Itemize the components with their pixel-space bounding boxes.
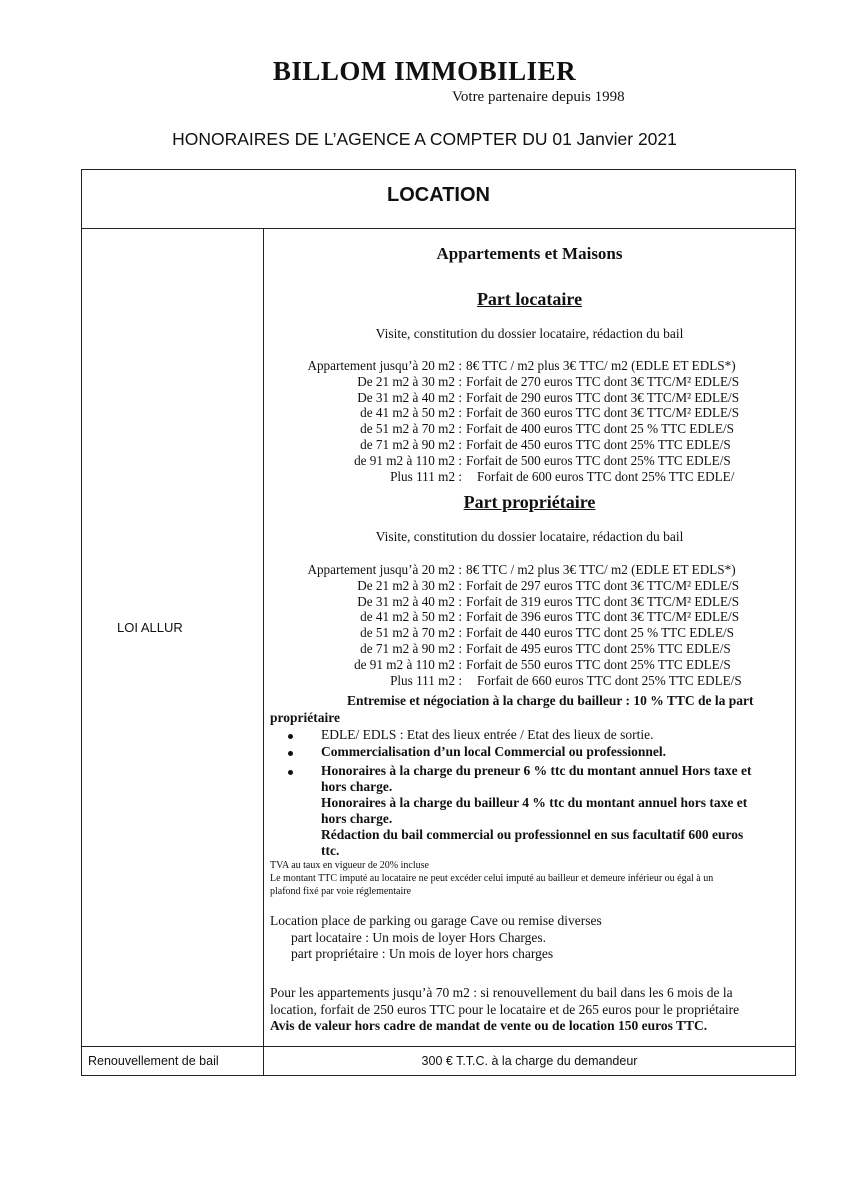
parking-owner: part propriétaire : Un mois de loyer hors charges [291,946,554,961]
fee-size-range: de 91 m2 à 110 m2 : [354,656,462,672]
fee-amount: Forfait de 550 euros TTC dont 25% TTC EDLE/S [466,656,731,672]
owner-commercial-fee: Honoraires à la charge du bailleur 4 % ttc du montant annuel hors taxe et [321,795,748,810]
fee-amount: Forfait de 297 euros TTC dont 3€ TTC/M² EDLE/S [466,577,740,593]
fee-amount: 8€ TTC / m2 plus 3€ TTC/ m2 (EDLE ET EDLS*) [466,562,736,577]
fee-size-range: Appartement jusqu’à 20 m2 : [307,562,462,577]
fee-amount: Forfait de 440 euros TTC dont 25 % TTC EDLE/S [466,625,734,641]
section-title: Appartements et Maisons [436,244,623,263]
fee-amount: Forfait de 450 euros TTC dont 25% TTC EDLE/S [466,437,731,452]
law-label: LOI ALLUR [117,620,183,635]
renewal-label: Renouvellement de bail [88,1054,219,1068]
fee-size-range: De 31 m2 à 40 m2 : [357,593,462,609]
location-title: LOCATION [387,184,490,206]
table-divider [82,1046,795,1047]
fee-amount: 8€ TTC / m2 plus 3€ TTC/ m2 (EDLE ET EDLS*) [466,358,736,373]
fee-size-range: Appartement jusqu’à 20 m2 : [307,358,462,373]
owner-part-title: Part propriétaire [463,492,596,512]
fee-size-range: Plus 111 m2 : [390,672,462,688]
tenant-commercial-fee: Honoraires à la charge du preneur 6 % ttc du montant annuel Hors taxe et [321,763,752,778]
column-divider [263,228,264,1076]
parking-title: Location place de parking ou garage Cave ou remise diverses [270,913,602,928]
fee-amount: Forfait de 660 euros TTC dont 25% TTC EDLE/S [477,672,742,688]
fee-size-range: De 21 m2 à 30 m2 : [357,577,462,593]
owner-intro: Visite, constitution du dossier locataire, rédaction du bail [375,529,684,544]
fee-amount: Forfait de 396 euros TTC dont 3€ TTC/M² EDLE/S [466,609,740,625]
fee-amount: Forfait de 400 euros TTC dont 25 % TTC EDLE/S [466,421,734,437]
commercial-lease-drafting: Rédaction du bail commercial ou professionnel en sus facultatif 600 euros [321,827,744,842]
fee-size-range: de 71 m2 à 90 m2 : [360,437,462,452]
fee-size-range: de 41 m2 à 50 m2 : [360,609,462,625]
bullet-commercial: Commercialisation d’un local Commercial ou professionnel. [321,744,666,759]
agency-tagline: Votre partenaire depuis 1998 [452,89,625,105]
fee-amount: Forfait de 495 euros TTC dont 25% TTC EDLE/S [466,641,731,656]
mediation-fee-cont: propriétaire [270,710,340,725]
early-renewal-cont: location, forfait de 250 euros TTC pour le locataire et de 265 euros pour le propriétaire [270,1002,740,1017]
mediation-fee: Entremise et négociation à la charge du bailleur : 10 % TTC de la part [347,693,754,708]
agency-name: BILLOM IMMOBILIER [272,56,577,86]
fee-size-range: De 21 m2 à 30 m2 : [357,373,462,389]
fee-size-range: de 51 m2 à 70 m2 : [360,421,462,437]
vat-note: TVA au taux en vigueur de 20% incluse [270,860,429,871]
bullet-icon [288,751,293,756]
fee-amount: Forfait de 290 euros TTC dont 3€ TTC/M² EDLE/S [466,389,740,405]
tenant-commercial-fee-cont: hors charge. [321,779,393,794]
table-divider [82,228,795,229]
document-subject: HONORAIRES DE L’AGENCE A COMPTER DU 01 Janvier 2021 [172,129,677,149]
fee-amount: Forfait de 600 euros TTC dont 25% TTC EDLE/ [477,468,735,484]
fee-size-range: De 31 m2 à 40 m2 : [357,389,462,405]
bullet-edle: EDLE/ EDLS : Etat des lieux entrée / Etat des lieux de sortie. [321,727,654,742]
renewal-value: 300 € T.T.C. à la charge du demandeur [421,1054,638,1068]
owner-commercial-fee-cont: hors charge. [321,811,393,826]
fee-size-range: de 41 m2 à 50 m2 : [360,405,462,421]
bullet-icon [288,734,293,739]
fee-size-range: de 51 m2 à 70 m2 : [360,625,462,641]
valuation-fee: Avis de valeur hors cadre de mandat de vente ou de location 150 euros TTC. [270,1018,708,1033]
fee-size-range: de 91 m2 à 110 m2 : [354,452,462,468]
early-renewal: Pour les appartements jusqu’à 70 m2 : si renouvellement du bail dans les 6 mois de la [270,985,733,1000]
fee-amount: Forfait de 270 euros TTC dont 3€ TTC/M² EDLE/S [466,373,740,389]
fee-amount: Forfait de 500 euros TTC dont 25% TTC EDLE/S [466,452,731,468]
parking-tenant: part locataire : Un mois de loyer Hors Charges. [291,930,547,945]
cap-note: Le montant TTC imputé au locataire ne peut excéder celui imputé au bailleur et demeure inférieur ou égal à un [270,873,714,884]
fee-size-range: de 71 m2 à 90 m2 : [360,641,462,656]
fee-amount: Forfait de 360 euros TTC dont 3€ TTC/M² EDLE/S [466,405,740,421]
bullet-icon [288,770,293,775]
tenant-part-title: Part locataire [476,289,583,309]
cap-note-cont: plafond fixé par voie réglementaire [270,886,412,897]
fee-size-range: Plus 111 m2 : [390,468,462,484]
commercial-lease-drafting-cont: ttc. [321,843,340,858]
fee-amount: Forfait de 319 euros TTC dont 3€ TTC/M² EDLE/S [466,593,740,609]
tenant-intro: Visite, constitution du dossier locataire, rédaction du bail [375,326,684,341]
